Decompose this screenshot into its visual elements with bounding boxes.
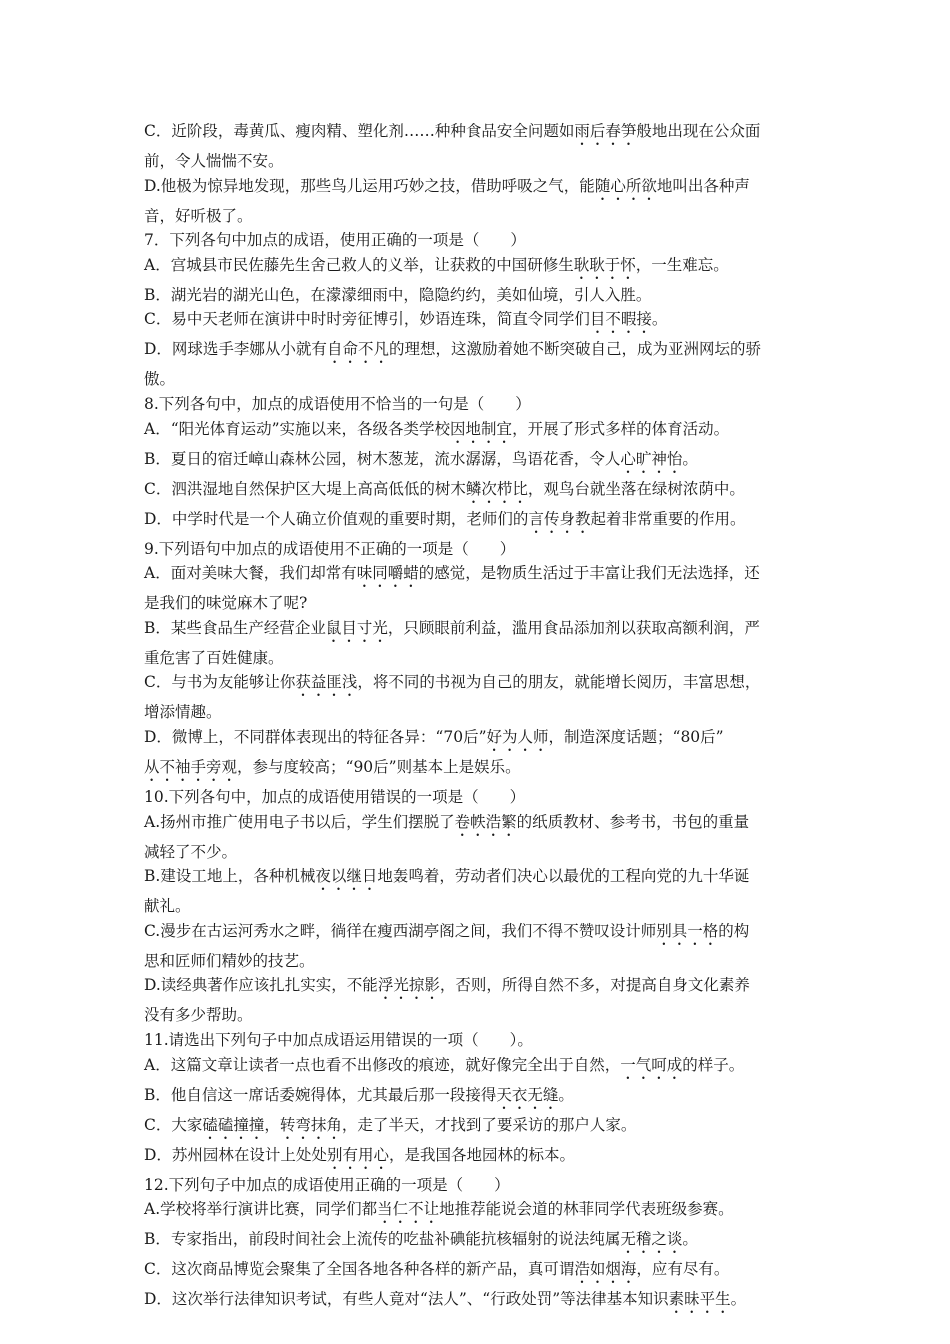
text: 地轰鸣着，劳动者们决心以最优的工程向党的九十华诞 <box>377 867 750 886</box>
text: 增添情趣。 <box>144 703 222 722</box>
dotted-idiom: 磕磕撞撞 <box>202 1115 265 1134</box>
dotted-idiom: 获益匪浅 <box>295 673 358 692</box>
text: ，一生难忘。 <box>635 255 729 274</box>
text: 的纸质教材、参考书，书包的重量 <box>516 812 750 831</box>
text: C.漫步在古运河秀水之畔，徜徉在瘦西湖亭阁之间，我们不得不赞叹设计师 <box>144 921 657 940</box>
q9-option-b-cont <box>144 646 824 671</box>
dotted-idiom: 天衣无缝 <box>496 1085 559 1104</box>
q7-option-d <box>144 337 824 367</box>
q10-option-a <box>144 810 824 840</box>
text: ，应有尽有。 <box>636 1260 730 1279</box>
q9-option-c <box>144 670 824 700</box>
text: 献礼。 <box>144 897 191 916</box>
q10-option-b <box>144 864 824 894</box>
q9-option-a-cont <box>144 591 824 616</box>
q9-stem: 9.下列语句中加点的成语使用不正确的一项是（ ） <box>144 539 516 558</box>
q9-option-d-cont <box>144 755 824 785</box>
text: 是我们的味觉麻木了呢? <box>144 594 308 613</box>
text: 般地出现在公众面 <box>636 122 761 140</box>
text: 傲。 <box>144 370 176 389</box>
text: 的理想，这激励着她不断突破自己，成为亚洲网坛的骄 <box>388 340 761 359</box>
q6-option-d <box>144 174 824 204</box>
q7-stem: 7．下列各句中加点的成语，使用正确的一项是（ ） <box>144 231 526 250</box>
q8-option-c <box>144 477 824 507</box>
dotted-idiom: 浩如烟海 <box>574 1260 637 1279</box>
dotted-idiom: 一气呵成 <box>620 1055 683 1074</box>
text: ， <box>264 1115 280 1134</box>
q10-option-c <box>144 919 824 949</box>
text: C．近阶段，毒黄瓜、瘦肉精、塑化剂……种种食品安全问题如 <box>144 122 575 140</box>
q11-option-c <box>144 1113 824 1143</box>
dotted-idiom: 雨后春笋 <box>574 122 637 140</box>
q12-stem: 12.下列句子中加点的成语使用正确的一项是（ ） <box>144 1175 510 1194</box>
text: 地叫出各种声 <box>656 176 750 195</box>
q6-option-d-cont <box>144 204 824 229</box>
text: C．与书为友能够让你 <box>144 673 296 692</box>
dotted-idiom: 因地制宜 <box>450 419 513 438</box>
text: 减轻了不少。 <box>144 842 238 861</box>
text: 的构 <box>718 921 750 940</box>
text: A．宫城县市民佐藤先生舍己救人的义举，让获救的中国研修生 <box>144 255 574 274</box>
dotted-idiom: 随心所欲 <box>594 176 657 195</box>
text: 。 <box>651 310 668 329</box>
text: A．这篇文章让读者一点也看不出修改的痕迹，就好像完全出于自然， <box>144 1055 621 1074</box>
dotted-idiom: 耿耿于怀 <box>573 255 636 274</box>
text: ，制造深度话题；“80后” <box>548 727 724 746</box>
q7-option-c <box>144 307 824 337</box>
q7-option-a <box>144 253 824 283</box>
q10-option-c-cont <box>144 949 824 974</box>
text: C．这次商品博览会聚集了全国各地各种各样的新产品，真可谓 <box>144 1260 575 1279</box>
q9-option-c-cont <box>144 700 824 725</box>
text: D．中学时代是一个人确立价值观的重要时期，老师们的 <box>144 509 529 528</box>
text: D．苏州园林在设计上处处 <box>144 1145 327 1164</box>
text: B．夏日的宿迁嶂山森林公园，树木葱茏，流水潺潺，鸟语花香，令人 <box>144 449 621 468</box>
dotted-idiom: 从不袖手旁观 <box>144 757 238 776</box>
text: 起着非常重要的作用。 <box>590 509 746 528</box>
text: A.扬州市推广使用电子书以后，学生们摆脱了 <box>144 812 455 831</box>
q8-option-b <box>144 447 824 477</box>
text: B．某些食品生产经营企业 <box>144 618 326 637</box>
text: ，观鸟台就坐落在绿树浓荫中。 <box>527 479 745 498</box>
dotted-idiom: 味同嚼蜡 <box>356 564 419 583</box>
dotted-idiom: 鳞次栉比 <box>465 479 528 498</box>
dotted-idiom: 好为人师 <box>486 727 549 746</box>
question-list <box>144 119 824 1317</box>
q7-option-d-cont <box>144 367 824 392</box>
q7-option-b: B．湖光岩的湖光山色，在濛濛细雨中，隐隐约约，美如仙境，引人入胜。 <box>144 285 652 304</box>
text: C．易中天老师在演讲中时时旁征博引，妙语连珠，简直令同学们 <box>144 310 590 329</box>
dotted-idiom: 转弯抹角 <box>279 1115 342 1134</box>
dotted-idiom: 目不暇接 <box>589 310 652 329</box>
q12-option-a <box>144 1197 824 1227</box>
text: 的样子。 <box>682 1055 745 1074</box>
q12-option-b <box>144 1227 824 1257</box>
text: ，参与度较高；“90后”则基本上是娱乐。 <box>237 757 521 776</box>
text: ，只顾眼前利益，滥用食品添加剂以获取高额利润，严 <box>387 618 760 637</box>
text: 没有多少帮助。 <box>144 1006 253 1025</box>
text: 。 <box>682 1230 698 1249</box>
text: D．网球选手李娜从小就有 <box>144 340 327 359</box>
text: D.读经典著作应该扎扎实实，不能 <box>144 976 378 995</box>
q11-option-d <box>144 1143 824 1173</box>
dotted-idiom: 心旷神怡 <box>620 449 683 468</box>
text: 音，好听极了。 <box>144 206 253 225</box>
text: ，走了半天，才找到了要采访的那户人家。 <box>341 1115 637 1134</box>
dotted-idiom: 浮光掠影 <box>377 976 440 995</box>
text: 地推荐能说会道的林菲同学代表班级参赛。 <box>439 1200 734 1219</box>
text: 。 <box>558 1085 574 1104</box>
q9-option-d <box>144 725 824 755</box>
q10-option-d-cont <box>144 1003 824 1028</box>
dotted-idiom: 夜以继日 <box>315 867 378 886</box>
text: D．微博上，不同群体表现出的特征各异：“70后” <box>144 727 487 746</box>
text: B．他自信这一席话委婉得体，尤其最后那一段接得 <box>144 1085 497 1104</box>
text: A．面对美味大餐，我们却常有 <box>144 564 357 583</box>
q11-stem: 11.请选出下列句子中加点成语运用错误的一项（ ）。 <box>144 1030 533 1049</box>
dotted-idiom: 别有用心 <box>326 1145 389 1164</box>
q11-option-b <box>144 1083 824 1113</box>
dotted-idiom: 别具一格 <box>656 921 719 940</box>
text: D.他极为惊异地发现，那些鸟儿运用巧妙之技，借助呼吸之气，能 <box>144 176 595 195</box>
text: B.建设工地上，各种机械 <box>144 867 316 886</box>
dotted-idiom: 当仁不让 <box>377 1200 440 1219</box>
dotted-idiom: 无稽之谈 <box>620 1230 683 1249</box>
text: ，是我国各地园林的标本。 <box>388 1145 575 1164</box>
text: C．泗洪湿地自然保护区大堤上高高低低的树木 <box>144 479 466 498</box>
q11-option-a <box>144 1053 824 1083</box>
text: 。 <box>682 449 698 468</box>
text: ，开展了形式多样的体育活动。 <box>512 419 730 438</box>
text: 的感觉，是物质生活过于丰富让我们无法选择，还 <box>418 564 760 583</box>
text: 重危害了百姓健康。 <box>144 648 284 667</box>
q10-stem: 10.下列各句中，加点的成语使用错误的一项是（ ） <box>144 787 526 806</box>
q9-option-a <box>144 561 824 591</box>
text: B．专家指出，前段时间社会上流传的吃盐补碘能抗核辐射的说法纯属 <box>144 1230 621 1249</box>
text: ，将不同的书视为自己的朋友，就能增长阅历，丰富思想， <box>357 673 761 692</box>
text: D．这次举行法律知识考试，有些人竟对“法人”、“行政处罚”等法律基本知识 <box>144 1290 669 1309</box>
text: 前，令人惴惴不安。 <box>144 152 284 170</box>
text: ，否则，所得自然不多，对提高自身文化素养 <box>439 976 750 995</box>
text: A．“阳光体育运动”实施以来，各级各类学校 <box>144 419 451 438</box>
q12-option-c <box>144 1257 824 1287</box>
text: 思和匠师们精妙的技艺。 <box>144 951 315 970</box>
q10-option-b-cont <box>144 894 824 919</box>
dotted-idiom: 自命不凡 <box>326 340 389 359</box>
dotted-idiom: 言传身教 <box>528 509 591 528</box>
q6-option-c <box>144 119 824 149</box>
q10-option-a-cont <box>144 840 824 865</box>
q8-stem: 8.下列各句中，加点的成语使用不恰当的一句是（ ） <box>144 394 531 413</box>
q9-option-b <box>144 616 824 646</box>
dotted-idiom: 鼠目寸光 <box>325 618 388 637</box>
q10-option-d <box>144 973 824 1003</box>
text: A.学校将举行演讲比赛，同学们都 <box>144 1200 378 1219</box>
q6-option-c-cont <box>144 149 824 174</box>
text: 。 <box>730 1290 747 1309</box>
text: C．大家 <box>144 1115 203 1134</box>
q8-option-d <box>144 507 824 537</box>
dotted-idiom: 素昧平生 <box>668 1290 731 1309</box>
dotted-idiom: 卷帙浩繁 <box>454 812 517 831</box>
q8-option-a <box>144 417 824 447</box>
q12-option-d <box>144 1287 824 1317</box>
